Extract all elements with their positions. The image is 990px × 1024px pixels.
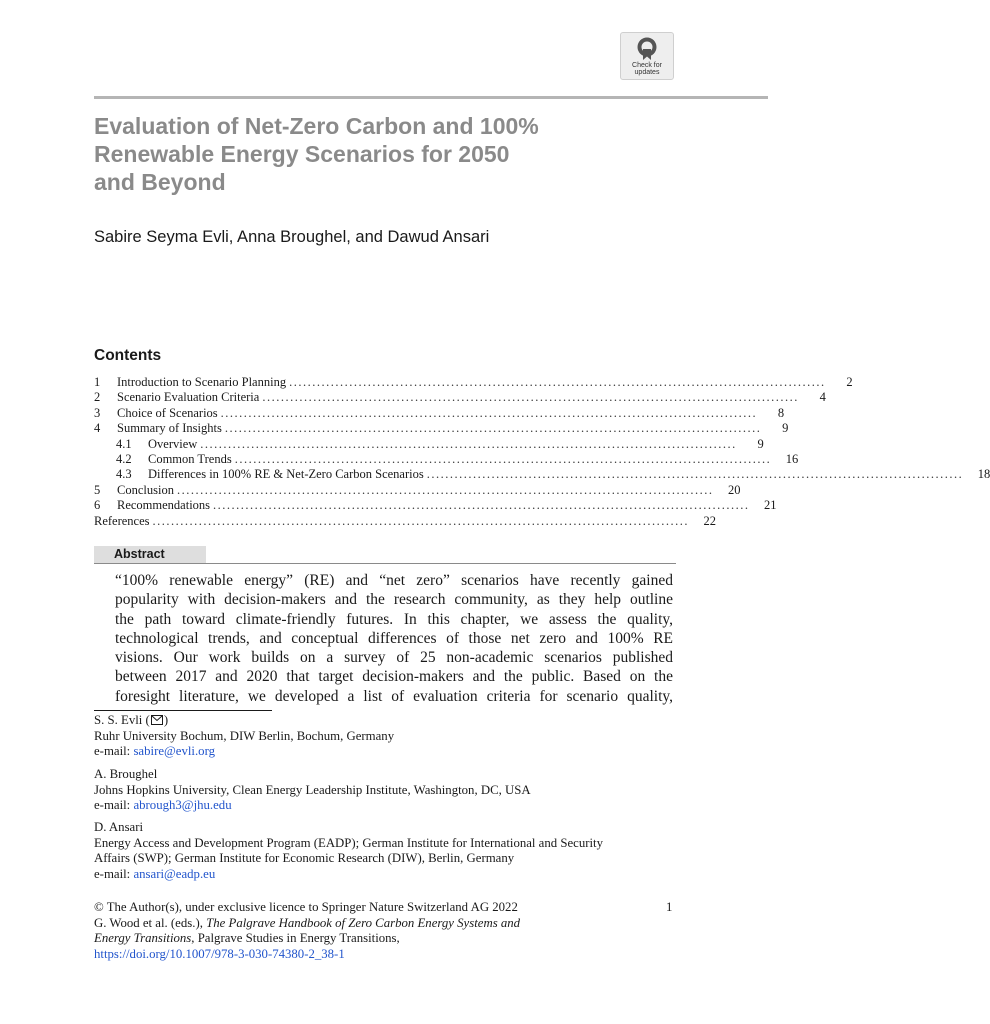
toc-title: Common Trends [148,451,232,466]
toc-entry[interactable] [94,498,777,513]
toc-title: Summary of Insights [117,421,222,436]
footnote-rule [94,710,272,711]
toc-title: Introduction to Scenario Planning [117,375,287,389]
toc-leader: .................................................................................................................... [224,421,762,436]
toc-page: 8 [777,405,785,420]
toc-entry[interactable] [94,513,717,529]
toc-leader: .................................................................................................................... [426,467,964,482]
affiliation-ansari [94,820,694,882]
affiliation-institution: Johns Hopkins University, Clean Energy Leadership Institute, Washington, DC, USA [94,782,531,797]
toc-number: 3 [94,405,101,420]
abstract-line: between 2017 and 2020 that target decision-makers and the public. Based on the [115,668,673,686]
toc-title: References [94,513,150,528]
toc-number: 4.2 [116,451,132,466]
toc-leader: .................................................................................................................... [213,498,750,513]
toc-number: 4.3 [116,467,132,482]
affiliation-institution: Affairs (SWP); German Institute for Economic Research (DIW), Berlin, Germany [94,851,515,865]
toc-entry[interactable] [94,421,789,436]
toc-entry[interactable] [94,467,990,482]
toc-entry[interactable] [94,375,853,390]
toc-page: 20 [727,482,741,497]
abstract-line: foresight literature, we developed a list of evaluation criteria for scenario quality, [115,687,673,705]
toc-page: 4 [819,390,826,405]
affiliation-evli [94,713,694,760]
check-for-updates-badge[interactable] [620,32,674,80]
affiliation-name: S. S. Evli ( ) [94,713,169,727]
affiliation-email-row: e-mail: ansari@eadp.eu [94,866,216,881]
affiliation-broughel [94,767,694,814]
abstract-body [115,571,673,706]
email-link[interactable]: abrough3@jhu.edu [133,798,232,812]
toc-entry[interactable] [94,390,826,405]
toc-page: 21 [764,498,777,513]
toc-leader: .................................................................................................................... [176,482,714,497]
toc-title: Conclusion [117,482,174,497]
email-link[interactable]: sabire@evli.org [133,744,216,758]
copyright-block [94,900,674,962]
doi-link[interactable]: https://doi.org/10.1007/978-3-030-74380-2_38-1 [94,946,345,961]
affiliation-institution: Ruhr University Bochum, DIW Berlin, Bochum, Germany [94,728,395,743]
affiliation-email-row: e-mail: abrough3@jhu.edu [94,798,232,812]
abstract-header [94,546,676,564]
toc-number: 5 [94,482,101,497]
page-number: 1 [666,900,673,914]
envelope-icon[interactable] [151,715,163,725]
top-rule [94,96,768,99]
chapter-title [94,112,654,196]
toc-number: 4.1 [116,436,132,451]
toc-leader: .................................................................................................................... [234,451,772,466]
author-list: Sabire Seyma Evli, Anna Broughel, and Dawud Ansari [94,228,490,246]
toc-number: 4 [94,421,101,436]
abstract-line: technological trends, and conceptual differences of those net zero and 100% RE [115,629,673,647]
toc-title: Overview [148,436,198,451]
toc-number: 2 [94,390,101,405]
affiliation-name: D. Ansari [94,820,144,834]
toc-page: 22 [703,513,717,528]
citation-line: Energy Transitions, Palgrave Studies in Energy Transitions, [94,931,400,945]
toc-leader: .................................................................................................................... [262,390,799,405]
toc-entry[interactable] [94,436,764,452]
citation-line: G. Wood et al. (eds.), The Palgrave Handbook of Zero Carbon Energy Systems and [94,915,521,930]
toc-number: 1 [94,375,101,389]
toc-page: 9 [782,421,789,436]
abstract-line: popularity with decision-makers and the research community, as they help outline [115,591,673,609]
toc-page: 18 [977,467,990,482]
toc-leader: .................................................................................................................... [220,405,758,420]
toc-page: 9 [757,436,764,451]
toc-entry[interactable] [94,451,799,467]
toc-title: Choice of Scenarios [117,405,218,420]
abstract-line: the path toward climate-friendly futures. In this chapter, we assess the quality, [115,610,673,628]
toc-title: Scenario Evaluation Criteria [117,390,260,405]
bookmark-icon [636,37,658,61]
toc-title: Recommendations [117,498,211,513]
email-link[interactable]: ansari@eadp.eu [133,866,216,881]
toc-title: Differences in 100% RE & Net-Zero Carbon Scenarios [148,467,424,482]
toc-leader: .................................................................................................................... [152,513,690,528]
affiliation-email-row: e-mail: sabire@evli.org [94,744,216,758]
contents-heading: Contents [94,347,162,364]
table-of-contents [94,375,990,529]
toc-page: 16 [785,451,799,466]
toc-number: 6 [94,498,101,513]
title-line: and Beyond [94,169,226,195]
toc-page: 2 [846,375,853,389]
toc-entry[interactable] [94,482,741,498]
affiliation-institution: Energy Access and Development Program (EADP); German Institute for International and Security [94,835,604,850]
badge-label: Check for updates [632,62,662,76]
abstract-label: Abstract [94,546,206,563]
copyright-line: © The Author(s), under exclusive licence to Springer Nature Switzerland AG 2022 [94,900,518,914]
title-line: Evaluation of Net-Zero Carbon and 100% [94,113,539,139]
abstract-line: “100% renewable energy” (RE) and “net zero” scenarios have recently gained [115,572,673,589]
toc-leader: .................................................................................................................... [200,436,737,451]
toc-entry[interactable] [94,405,785,421]
toc-leader: .................................................................................................................... [289,375,826,389]
title-line: Renewable Energy Scenarios for 2050 [94,141,510,167]
affiliation-name: A. Broughel [94,767,158,781]
abstract-line: visions. Our work builds on a survey of 25 non-academic scenarios published [115,649,673,667]
